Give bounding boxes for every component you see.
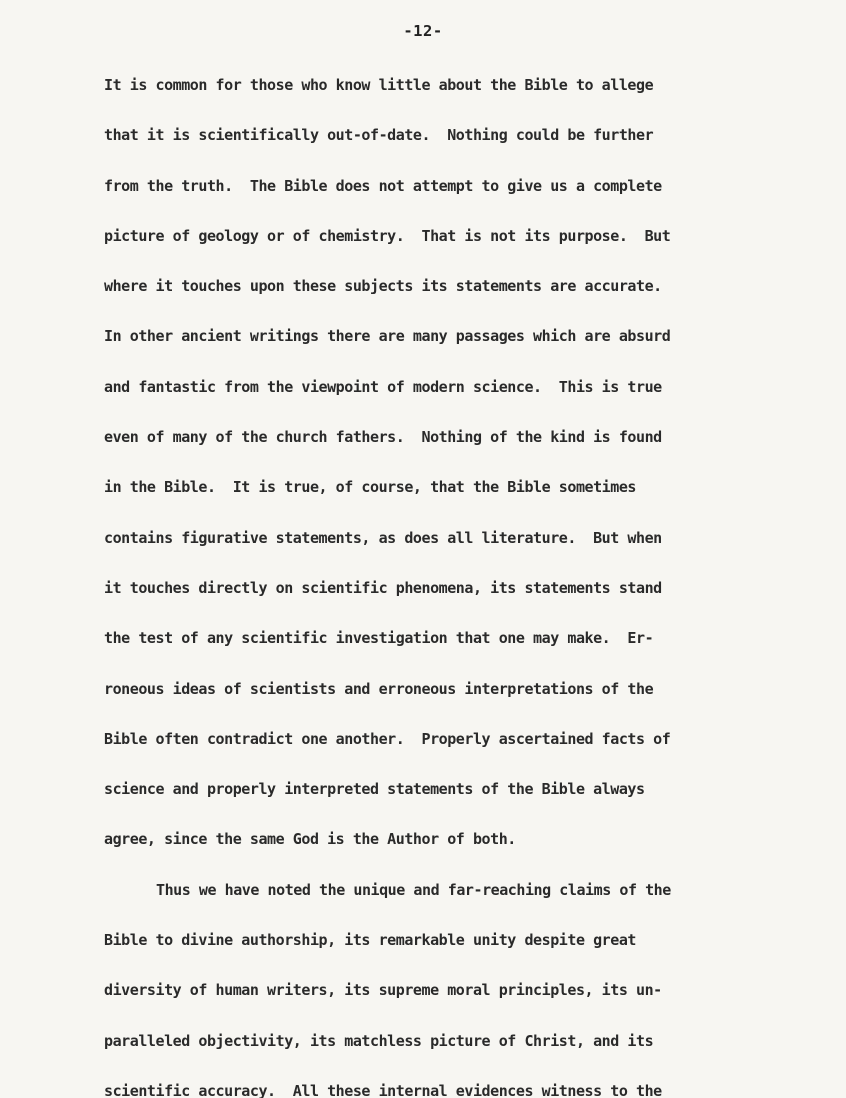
text-line: from the truth. The Bible does not attempt to give us a complete	[104, 176, 662, 195]
text-line: paralleled objectivity, its matchless picture of Christ, and its	[104, 1031, 654, 1050]
text-line: diversity of human writers, its supreme moral principles, its un-	[104, 981, 662, 1000]
page-number: -12-	[403, 22, 443, 40]
text-line: Bible to divine authorship, its remarkable unity despite great	[104, 931, 637, 950]
text-line: roneous ideas of scientists and erroneous interpretations of the	[104, 679, 654, 698]
text-line: even of many of the church fathers. Nothing of the kind is found	[104, 428, 662, 447]
text-line: and fantastic from the viewpoint of modern science. This is true	[104, 377, 662, 396]
paragraph-1	[104, 75, 804, 880]
text-line: agree, since the same God is the Author of both.	[104, 830, 516, 849]
text-line: It is common for those who know little about the Bible to allege	[104, 76, 654, 94]
text-line: science and properly interpreted statements of the Bible always	[104, 780, 645, 799]
text-line: in the Bible. It is true, of course, that the Bible sometimes	[104, 478, 637, 497]
text-line: Bible often contradict one another. Properly ascertained facts of	[104, 729, 671, 748]
text-line: Thus we have noted the unique and far-reaching claims of the	[156, 880, 671, 899]
text-line: scientific accuracy. All these internal evidences witness to the	[104, 1081, 662, 1098]
text-line: In other ancient writings there are many passages which are absurd	[104, 327, 671, 346]
text-line: where it touches upon these subjects its statements are accurate.	[104, 277, 662, 296]
text-line: the test of any scientific investigation that one may make. Er-	[104, 629, 654, 648]
text-line: picture of geology or of chemistry. That is not its purpose. But	[104, 226, 671, 245]
text-line: it touches directly on scientific phenomena, its statements stand	[104, 578, 662, 597]
body-text	[104, 75, 804, 1098]
text-line: contains figurative statements, as does all literature. But when	[104, 528, 662, 547]
text-line: that it is scientifically out-of-date. Nothing could be further	[104, 126, 654, 145]
paragraph-2	[104, 880, 804, 1098]
